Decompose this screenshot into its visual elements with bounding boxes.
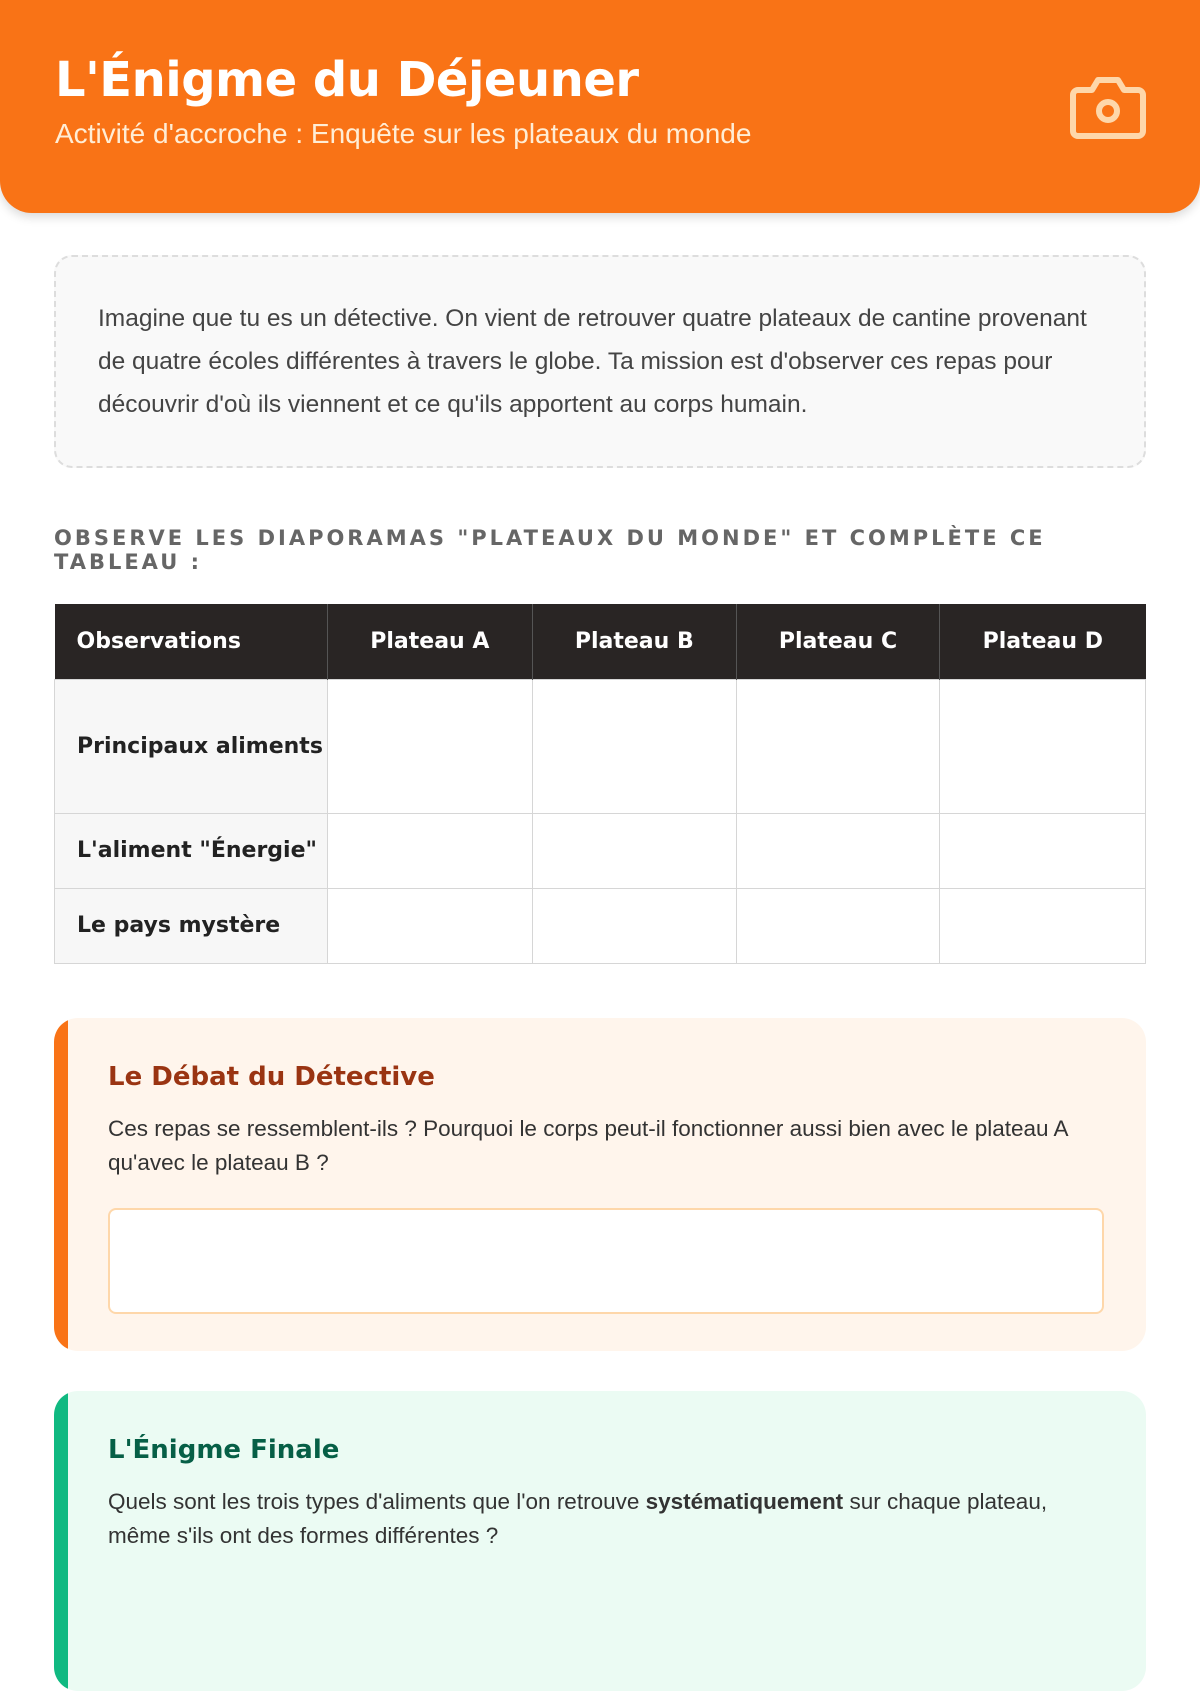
observation-table <box>54 604 1146 964</box>
table-row <box>55 679 1146 813</box>
table-cell[interactable] <box>328 679 533 813</box>
enigme-question <box>108 1485 1104 1553</box>
table-cell[interactable] <box>328 888 533 963</box>
table-row <box>55 888 1146 963</box>
row-label: L'aliment "Énergie" <box>55 813 328 888</box>
row-label: Principaux aliments <box>55 679 328 813</box>
debate-question: Ces repas se ressemblent-ils ? Pourquoi le corps peut-il fonctionner aussi bien avec le plateau A qu'avec le plateau B ? <box>108 1115 1068 1175</box>
enigme-card <box>54 1391 1146 1691</box>
table-row <box>55 813 1146 888</box>
question-text: Quels sont les trois types d'aliments que l'on retrouve <box>108 1488 646 1514</box>
table-cell[interactable] <box>328 813 533 888</box>
table-cell[interactable] <box>532 813 736 888</box>
table-cell[interactable] <box>532 679 736 813</box>
row-label: Le pays mystère <box>55 888 328 963</box>
table-cell[interactable] <box>736 888 939 963</box>
enigme-title: L'Énigme Finale <box>108 1434 340 1465</box>
table-cell[interactable] <box>736 813 939 888</box>
table-cell[interactable] <box>736 679 939 813</box>
question-text: sur chaque plateau, même s'ils ont des formes différentes ? <box>108 1488 1048 1548</box>
column-header: Observations <box>55 604 328 679</box>
intro-text: Imagine que tu es un détective. On vient de retrouver quatre plateaux de cantine provenant de quatre écoles différentes à travers le globe. Ta mission est d'observer ces repas pour découvrir d'où ils viennent et ce qu'ils apportent au corps humain. <box>54 255 1146 468</box>
debate-card <box>54 1018 1146 1351</box>
table-cell[interactable] <box>940 888 1146 963</box>
page-header <box>0 0 1200 213</box>
debate-answer-field[interactable] <box>108 1208 1104 1314</box>
camera-icon <box>1070 74 1146 140</box>
column-header: Plateau C <box>736 604 939 679</box>
column-header: Plateau D <box>940 604 1146 679</box>
question-emphasis: systématiquement <box>645 1488 844 1514</box>
table-instruction: OBSERVE LES DIAPORAMAS "PLATEAUX DU MONDE" ET COMPLÈTE CE TABLEAU : <box>54 526 1046 574</box>
debate-title: Le Débat du Détective <box>108 1061 435 1092</box>
table-cell[interactable] <box>940 813 1146 888</box>
table-cell[interactable] <box>532 888 736 963</box>
column-header: Plateau B <box>532 604 736 679</box>
page-subtitle: Activité d'accroche : Enquête sur les plateaux du monde <box>55 118 752 149</box>
page-title: L'Énigme du Déjeuner <box>55 52 639 108</box>
column-header: Plateau A <box>328 604 533 679</box>
table-cell[interactable] <box>940 679 1146 813</box>
